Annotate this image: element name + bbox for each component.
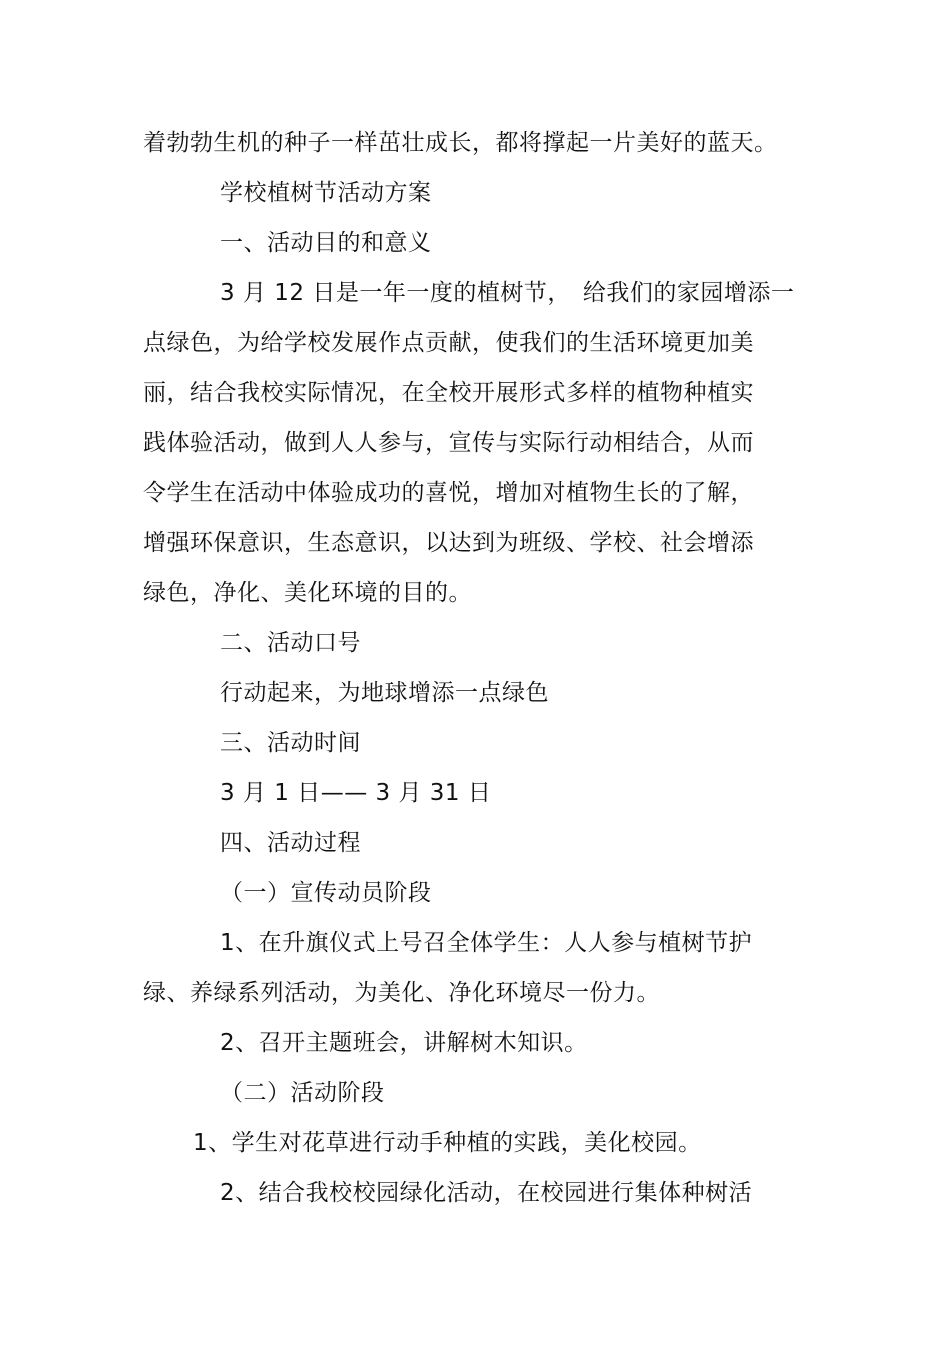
subsection-heading: （二）活动阶段 <box>220 1080 385 1106</box>
subsection-heading: （一）宣传动员阶段 <box>220 880 432 906</box>
body-line: 2、召开主题班会，讲解树木知识。 <box>220 1030 588 1056</box>
section-title: 学校植树节活动方案 <box>220 180 432 206</box>
body-line: 令学生在活动中体验成功的喜悦，增加对植物生长的了解， <box>143 480 754 506</box>
body-line: 1、在升旗仪式上号召全体学生：人人参与植树节护 <box>220 930 753 956</box>
body-line: 1、学生对花草进行动手种植的实践，美化校园。 <box>193 1130 702 1156</box>
body-line: 着勃勃生机的种子一样茁壮成长，都将撑起一片美好的蓝天。 <box>143 130 778 156</box>
body-line: 点绿色，为给学校发展作点贡献，使我们的生活环境更加美 <box>143 330 754 356</box>
body-line: 践体验活动，做到人人参与，宣传与实际行动相结合，从而 <box>143 430 754 456</box>
body-line: 2、结合我校校园绿化活动，在校园进行集体种树活 <box>220 1180 753 1206</box>
body-line: 绿、养绿系列活动，为美化、净化环境尽一份力。 <box>143 980 660 1006</box>
body-line: 3 月 12 日是一年一度的植树节， 给我们的家园增添一 <box>220 280 795 306</box>
section-heading: 二、活动口号 <box>220 630 361 656</box>
body-line: 3 月 1 日—— 3 月 31 日 <box>220 780 492 806</box>
body-line: 增强环保意识，生态意识，以达到为班级、学校、社会增添 <box>143 530 754 556</box>
section-heading: 一、活动目的和意义 <box>220 230 432 256</box>
body-line: 行动起来，为地球增添一点绿色 <box>220 680 549 706</box>
section-heading: 四、活动过程 <box>220 830 361 856</box>
body-line: 绿色，净化、美化环境的目的。 <box>143 580 472 606</box>
body-line: 丽，结合我校实际情况，在全校开展形式多样的植物种植实 <box>143 380 754 406</box>
section-heading: 三、活动时间 <box>220 730 361 756</box>
